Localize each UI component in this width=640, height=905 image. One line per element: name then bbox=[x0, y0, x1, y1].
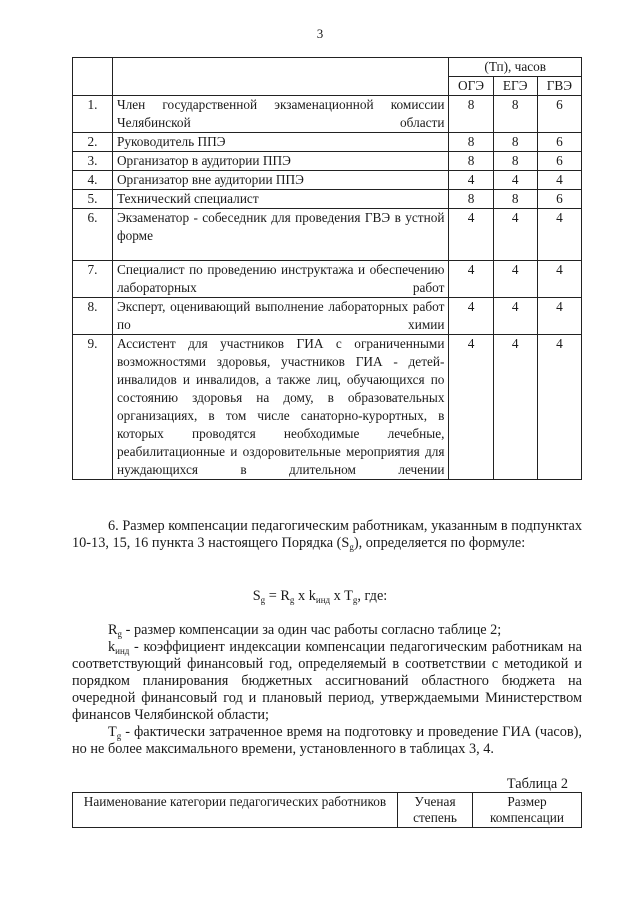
row-num: 9. bbox=[73, 335, 113, 480]
row-gve: 6 bbox=[537, 133, 581, 152]
table-2-header-degree: Ученая степень bbox=[398, 793, 473, 828]
row-num: 7. bbox=[73, 261, 113, 298]
table-row bbox=[73, 133, 582, 152]
row-name: Ассистент для участников ГИА с ограниченными возможностями здоровья, участников ГИА - детей-инвалидов и инвалидов, а также лиц, обучающихся по состоянию здоровья на дому, в образовательных организациях, в том числе санаторно-курортных, в которых проводятся необходимые лечебные, реабилитационные и оздоровительные мероприятия для нуждающихся в длительном лечении bbox=[112, 335, 449, 480]
table-row bbox=[73, 335, 582, 480]
row-name: Специалист по проведению инструктажа и обеспечению лабораторных работ bbox=[112, 261, 449, 298]
row-num: 6. bbox=[73, 209, 113, 261]
def-k-text: - коэффициент индексации компенсации педагогическим работникам на соответствующий финансовый год, определяемый в соответствии с методикой и порядком планирования бюджетных ассигнований областного бюджета на очередной финансовый год и плановый период, утверждаемыми Министерством финансов Челябинской области; bbox=[72, 639, 582, 723]
row-oge: 8 bbox=[449, 190, 493, 209]
def-k-sub: инд bbox=[115, 646, 130, 656]
row-oge: 8 bbox=[449, 96, 493, 133]
row-name: Технический специалист bbox=[112, 190, 449, 209]
def-t-sub: g bbox=[116, 731, 122, 741]
table-row bbox=[73, 298, 582, 335]
row-name: Организатор вне аудитории ППЭ bbox=[112, 171, 449, 190]
formula-sub-ind: инд bbox=[315, 595, 331, 605]
header-gve: ГВЭ bbox=[537, 77, 581, 96]
table-row bbox=[73, 190, 582, 209]
row-ege: 8 bbox=[493, 96, 537, 133]
formula-eq-r: = R bbox=[265, 588, 290, 604]
row-gve: 4 bbox=[537, 261, 581, 298]
def-r bbox=[72, 622, 582, 639]
table-2-header-row bbox=[73, 793, 582, 828]
table-row bbox=[73, 152, 582, 171]
table-2-header-amount: Размер компенсации bbox=[473, 793, 582, 828]
header-oge: ОГЭ bbox=[449, 77, 493, 96]
row-ege: 8 bbox=[493, 152, 537, 171]
row-ege: 8 bbox=[493, 133, 537, 152]
formula-sub-g2: g bbox=[289, 595, 295, 605]
row-num: 5. bbox=[73, 190, 113, 209]
def-t-text: - фактически затраченное время на подготовку и проведение ГИА (часов), но не более максимального времени, установленного в таблицах 3, 4. bbox=[72, 724, 582, 757]
row-ege: 4 bbox=[493, 261, 537, 298]
table-row bbox=[73, 261, 582, 298]
row-num: 4. bbox=[73, 171, 113, 190]
definitions bbox=[72, 622, 582, 758]
row-num: 1. bbox=[73, 96, 113, 133]
formula-tail: , где: bbox=[357, 588, 388, 604]
row-ege: 4 bbox=[493, 171, 537, 190]
header-empty-num bbox=[73, 58, 113, 96]
paragraph-6-sub: g bbox=[349, 542, 354, 552]
row-oge: 4 bbox=[449, 261, 493, 298]
row-gve: 6 bbox=[537, 190, 581, 209]
row-ege: 8 bbox=[493, 190, 537, 209]
table-row bbox=[73, 96, 582, 133]
row-oge: 4 bbox=[449, 298, 493, 335]
row-oge: 8 bbox=[449, 152, 493, 171]
table-header-row bbox=[73, 58, 582, 77]
formula-s: S bbox=[252, 588, 261, 604]
formula-sub-g3: g bbox=[352, 595, 358, 605]
row-num: 2. bbox=[73, 133, 113, 152]
row-ege: 4 bbox=[493, 209, 537, 261]
row-ege: 4 bbox=[493, 335, 537, 480]
row-num: 8. bbox=[73, 298, 113, 335]
row-gve: 6 bbox=[537, 96, 581, 133]
def-t-letter: T bbox=[108, 724, 117, 740]
formula-k: x k bbox=[294, 588, 316, 604]
def-t bbox=[72, 724, 582, 758]
paragraph-6-text-a: 6. Размер компенсации педагогическим работникам, указанным в подпунктах 10-13, 15, 16 пункта 3 настоящего Порядка (S bbox=[72, 518, 582, 551]
row-gve: 4 bbox=[537, 298, 581, 335]
row-oge: 4 bbox=[449, 171, 493, 190]
row-gve: 4 bbox=[537, 209, 581, 261]
row-name: Член государственной экзаменационной комиссии Челябинской области bbox=[112, 96, 449, 133]
hours-table bbox=[72, 57, 582, 480]
row-num: 3. bbox=[73, 152, 113, 171]
row-oge: 4 bbox=[449, 209, 493, 261]
row-name: Эксперт, оценивающий выполнение лабораторных работ по химии bbox=[112, 298, 449, 335]
table-2 bbox=[72, 792, 582, 828]
def-r-sub: g bbox=[117, 629, 123, 639]
header-units: (Тп), часов bbox=[449, 58, 582, 77]
formula bbox=[0, 588, 640, 605]
row-oge: 8 bbox=[449, 133, 493, 152]
row-gve: 4 bbox=[537, 335, 581, 480]
row-ege: 4 bbox=[493, 298, 537, 335]
formula-sub-g1: g bbox=[260, 595, 266, 605]
def-k bbox=[72, 639, 582, 724]
table-2-header-category: Наименование категории педагогических работников bbox=[73, 793, 398, 828]
row-name: Организатор в аудитории ППЭ bbox=[112, 152, 449, 171]
def-k-letter: k bbox=[108, 639, 116, 655]
row-name: Экзаменатор - собеседник для проведения ГВЭ в устной форме bbox=[112, 209, 449, 261]
formula-t: x T bbox=[330, 588, 353, 604]
page-number: 3 bbox=[316, 26, 324, 41]
paragraph-6 bbox=[72, 518, 582, 552]
table-row bbox=[73, 171, 582, 190]
def-r-letter: R bbox=[108, 622, 118, 638]
row-gve: 6 bbox=[537, 152, 581, 171]
header-empty-name bbox=[112, 58, 449, 96]
def-r-text: - размер компенсации за один час работы согласно таблице 2; bbox=[122, 622, 502, 638]
header-ege: ЕГЭ bbox=[493, 77, 537, 96]
row-name: Руководитель ППЭ bbox=[112, 133, 449, 152]
table-row bbox=[73, 209, 582, 261]
row-gve: 4 bbox=[537, 171, 581, 190]
table-2-label: Таблица 2 bbox=[506, 776, 568, 792]
paragraph-6-text-b: ), определяется по формуле: bbox=[353, 535, 526, 551]
row-oge: 4 bbox=[449, 335, 493, 480]
